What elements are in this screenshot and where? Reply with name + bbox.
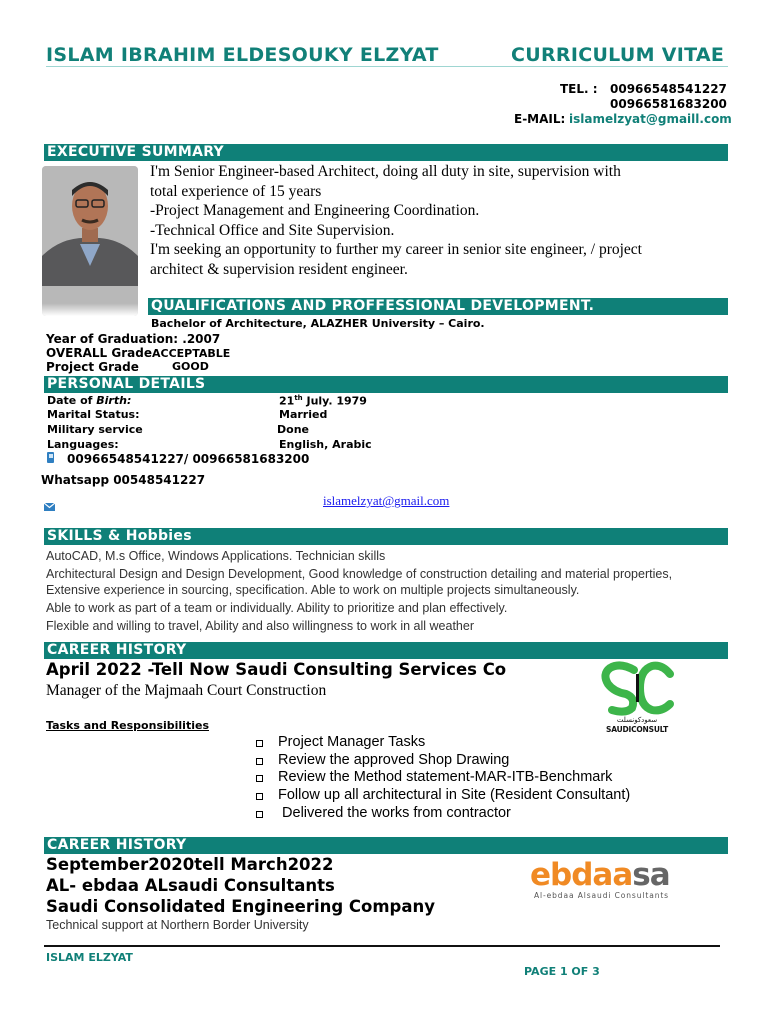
task-text: Delivered the works from contractor — [278, 804, 511, 821]
cv-title: CURRICULUM VITAE — [511, 44, 725, 66]
email-envelope-icon — [44, 503, 55, 511]
email-link[interactable]: islamelzyat@gmaill.com — [569, 112, 732, 126]
dob-label-text-italic: Birth: — [96, 394, 132, 407]
bullet-square-icon — [256, 811, 263, 818]
tasks-list — [278, 734, 698, 822]
bullet-square-icon — [256, 775, 263, 782]
dob-suffix: th — [294, 394, 303, 402]
summary-line: total experience of 15 years — [150, 182, 322, 200]
marital-value: Married — [279, 408, 328, 421]
bullet-square-icon — [256, 758, 263, 765]
task-item — [278, 752, 698, 770]
project-grade-value: GOOD — [172, 360, 209, 373]
bullet-square-icon — [256, 740, 263, 747]
task-item — [278, 734, 698, 752]
personal-details-heading: PERSONAL DETAILS — [44, 376, 728, 393]
skills-text — [46, 549, 726, 633]
languages-label: Languages: — [47, 438, 119, 451]
summary-line: architect & supervision resident engineer. — [150, 260, 408, 278]
summary-line: I'm Senior Engineer-based Architect, doing all duty in site, supervision with — [150, 163, 621, 180]
graduation-year: Year of Graduation: .2007 — [46, 332, 221, 346]
marital-label: Marital Status: — [47, 408, 140, 421]
summary-line: -Project Management and Engineering Coordination. — [150, 202, 480, 219]
skill-line: Architectural Design and Design Development, Good knowledge of construction detailing and material properties, — [46, 567, 673, 581]
overall-grade-value: ACCEPTABLE — [152, 347, 231, 360]
saudiconsult-logo-arabic: سعودكونسلت — [616, 716, 658, 724]
bullet-square-icon — [256, 793, 263, 800]
career1-period: April 2022 -Tell Now Saudi Consulting Services Co — [46, 660, 507, 679]
ebdaasa-logo-ebdaa: ebdaa — [530, 857, 633, 893]
task-item — [278, 805, 698, 823]
footer-name: ISLAM ELZYAT — [46, 951, 133, 964]
career1-role: Manager of the Majmaah Court Construction — [46, 682, 327, 699]
skills-heading: SKILLS & Hobbies — [44, 528, 728, 545]
header-underline — [46, 66, 728, 67]
task-text: Follow up all architectural in Site (Resident Consultant) — [278, 787, 631, 804]
cv-owner-name: ISLAM IBRAHIM ELDESOUKY ELZYAT — [46, 44, 439, 66]
tel-label: TEL. : — [560, 82, 598, 96]
ebdaasa-logo-sub: Al-ebdaa Alsaudi Consultants — [534, 891, 669, 900]
dob-label-text: Date of — [47, 394, 97, 407]
summary-line: I'm seeking an opportunity to further my career in senior site engineer, / project — [150, 241, 642, 258]
phone-icon — [47, 452, 54, 463]
task-item — [278, 787, 698, 805]
footer-rule — [44, 945, 720, 947]
military-value: Done — [277, 423, 309, 436]
overall-grade-label: OVERALL Grade — [46, 346, 152, 360]
tel-number-2: 00966581683200 — [610, 97, 727, 111]
skill-line: AutoCAD, M.s Office, Windows Applications. Technician skills — [46, 549, 386, 563]
dob-month-year: July. 1979 — [302, 394, 367, 408]
ebdaasa-logo-main — [530, 858, 670, 892]
whatsapp-number: Whatsapp 00548541227 — [41, 473, 206, 487]
career2-role: Technical support at Northern Border University — [46, 918, 309, 932]
tel-number-1: 00966548541227 — [610, 82, 727, 96]
personal-email-link[interactable]: islamelzyat@gmail.com — [323, 493, 450, 508]
task-item — [278, 769, 698, 787]
ebdaasa-logo-sa: sa — [632, 857, 670, 893]
career2-period: September2020tell March2022 — [46, 855, 334, 874]
tasks-label: Tasks and Responsibilities — [46, 719, 209, 732]
email-label: E-MAIL: — [514, 112, 566, 126]
dob-day: 21 — [279, 394, 295, 408]
languages-value: English, Arabic — [279, 438, 372, 451]
ebdaasa-logo — [530, 858, 692, 902]
degree-text: Bachelor of Architecture, ALAZHER University – Cairo. — [151, 317, 485, 330]
military-label: Military service — [47, 423, 143, 436]
saudiconsult-logo-text: SAUDICONSULT — [606, 725, 668, 734]
dob-value — [279, 394, 367, 408]
qualifications-heading: QUALIFICATIONS AND PROFFESSIONAL DEVELOPMENT. — [148, 298, 728, 315]
task-text: Review the approved Shop Drawing — [278, 751, 510, 768]
profile-photo — [42, 166, 138, 316]
task-text: Project Manager Tasks — [278, 734, 426, 750]
skill-line: Able to work as part of a team or individually. Ability to prioritize and plan effectively. — [46, 600, 508, 615]
skill-line: Flexible and willing to travel, Ability and also willingness to work in all weather — [46, 619, 474, 633]
career2-company-1: AL- ebdaa ALsaudi Consultants — [46, 876, 335, 895]
executive-summary-text — [150, 162, 730, 279]
phone-numbers: 00966548541227/ 00966581683200 — [67, 452, 310, 466]
summary-line: -Technical Office and Site Supervision. — [150, 221, 395, 239]
career2-company-2: Saudi Consolidated Engineering Company — [46, 897, 436, 916]
career-history-heading-1: CAREER HISTORY — [44, 642, 728, 659]
skill-line: Extensive experience in sourcing, specification. Able to work on multiple projects simultaneously. — [46, 582, 580, 597]
saudiconsult-logo — [600, 660, 674, 736]
career-history-heading-2: CAREER HISTORY — [44, 837, 728, 854]
dob-label — [47, 394, 131, 407]
task-text: Review the Method statement-MAR-ITB-Benchmark — [278, 769, 613, 786]
executive-summary-heading: EXECUTIVE SUMMARY — [44, 144, 728, 161]
page-number: PAGE 1 OF 3 — [524, 965, 600, 978]
project-grade-label: Project Grade — [46, 360, 139, 374]
